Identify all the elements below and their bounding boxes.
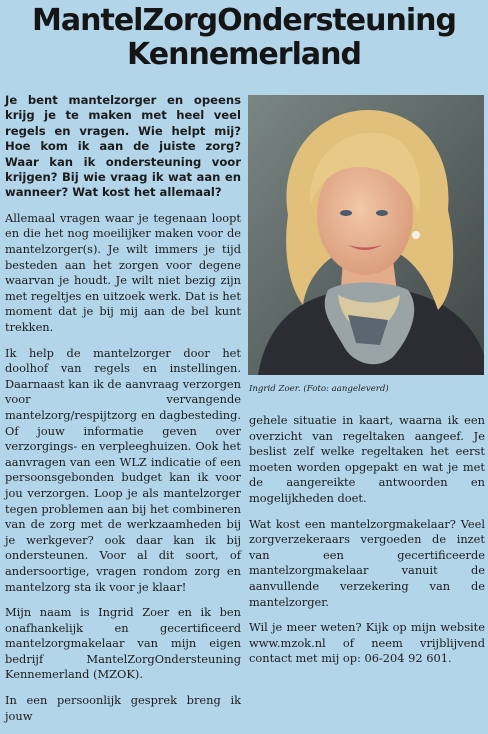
body-paragraph-7: Wil je meer weten? Kijk op mijn website www.mzok.nl of neem vrijblijvend contact met mij op: 06-204 92 601. (249, 620, 485, 666)
body-paragraph-1: Allemaal vragen waar je tegenaan loopt en die het nog moeilijker maken voor de mantelzorger(s). Je wilt immers je tijd besteden aan het zorgen voor degene waarvan je houdt. Je wilt niet bezig zijn met regeltjes en uitzoek werk. Dat is het moment dat je bij mij aan de bel kunt trekken. (5, 210, 241, 334)
lead-paragraph: Je bent mantelzorger en opeens krijg je te maken met heel veel regels en vragen. Wie helpt mij? Hoe kom ik aan de juiste zorg? Waar kan ik ondersteuning voor krijgen? Bij wie vraag ik wat aan en wanneer? Wat kost het allemaal? (5, 93, 241, 200)
right-column (249, 413, 485, 677)
body-paragraph-4: In een persoonlijk gesprek breng ik jouw (5, 693, 241, 723)
photo-caption: Ingrid Zoer. (Foto: aangeleverd) (249, 384, 389, 394)
portrait-photo (248, 95, 484, 375)
body-paragraph-5: gehele situatie in kaart, waarna ik een overzicht van regeltaken aangeef. Je beslist zelf welke regeltaken het eerst moeten worden opgepakt en wat je met de aangereikte antwoorden en mogelijkheden doet. (249, 413, 485, 505)
body-paragraph-2: Ik help de mantelzorger door het doolhof van regels en instellingen. Daarnaast kan ik de aanvraag verzorgen voor vervangende mantelzorg/respijtzorg en dagbesteding. Of jouw informatie geven over verzorgings- en verpleeghuizen. Ook het aanvragen van een WLZ indicatie of een persoonsgebonden budget kan ik voor jou verzorgen. Loop je als mantelzorger tegen problemen aan bij het combineren van de zorg met de werkzaamheden bij je werkgever? ook daar kan ik bij ondersteunen. Voor al dit soort, of andersoortige, vragen rondom zorg en mantelzorg sta ik voor je klaar! (5, 345, 241, 594)
article-title (0, 4, 488, 72)
portrait-illustration (248, 95, 484, 375)
title-line-2: Kennemerland (127, 37, 361, 72)
body-paragraph-3: Mijn naam is Ingrid Zoer en ik ben onafhankelijk en gecertificeerd mantelzorgmakelaar van mijn eigen bedrijf MantelZorgOndersteuning Kennemerland (MZOK). (5, 605, 241, 682)
left-column (5, 93, 241, 734)
title-line-1: MantelZorgOndersteuning (32, 3, 456, 38)
body-paragraph-6: Wat kost een mantelzorgmakelaar? Veel zorgverzekeraars vergoeden de inzet van een gecertificeerde mantelzorgmakelaar vanuit de aanvullende verzekering van de mantelzorger. (249, 516, 485, 609)
